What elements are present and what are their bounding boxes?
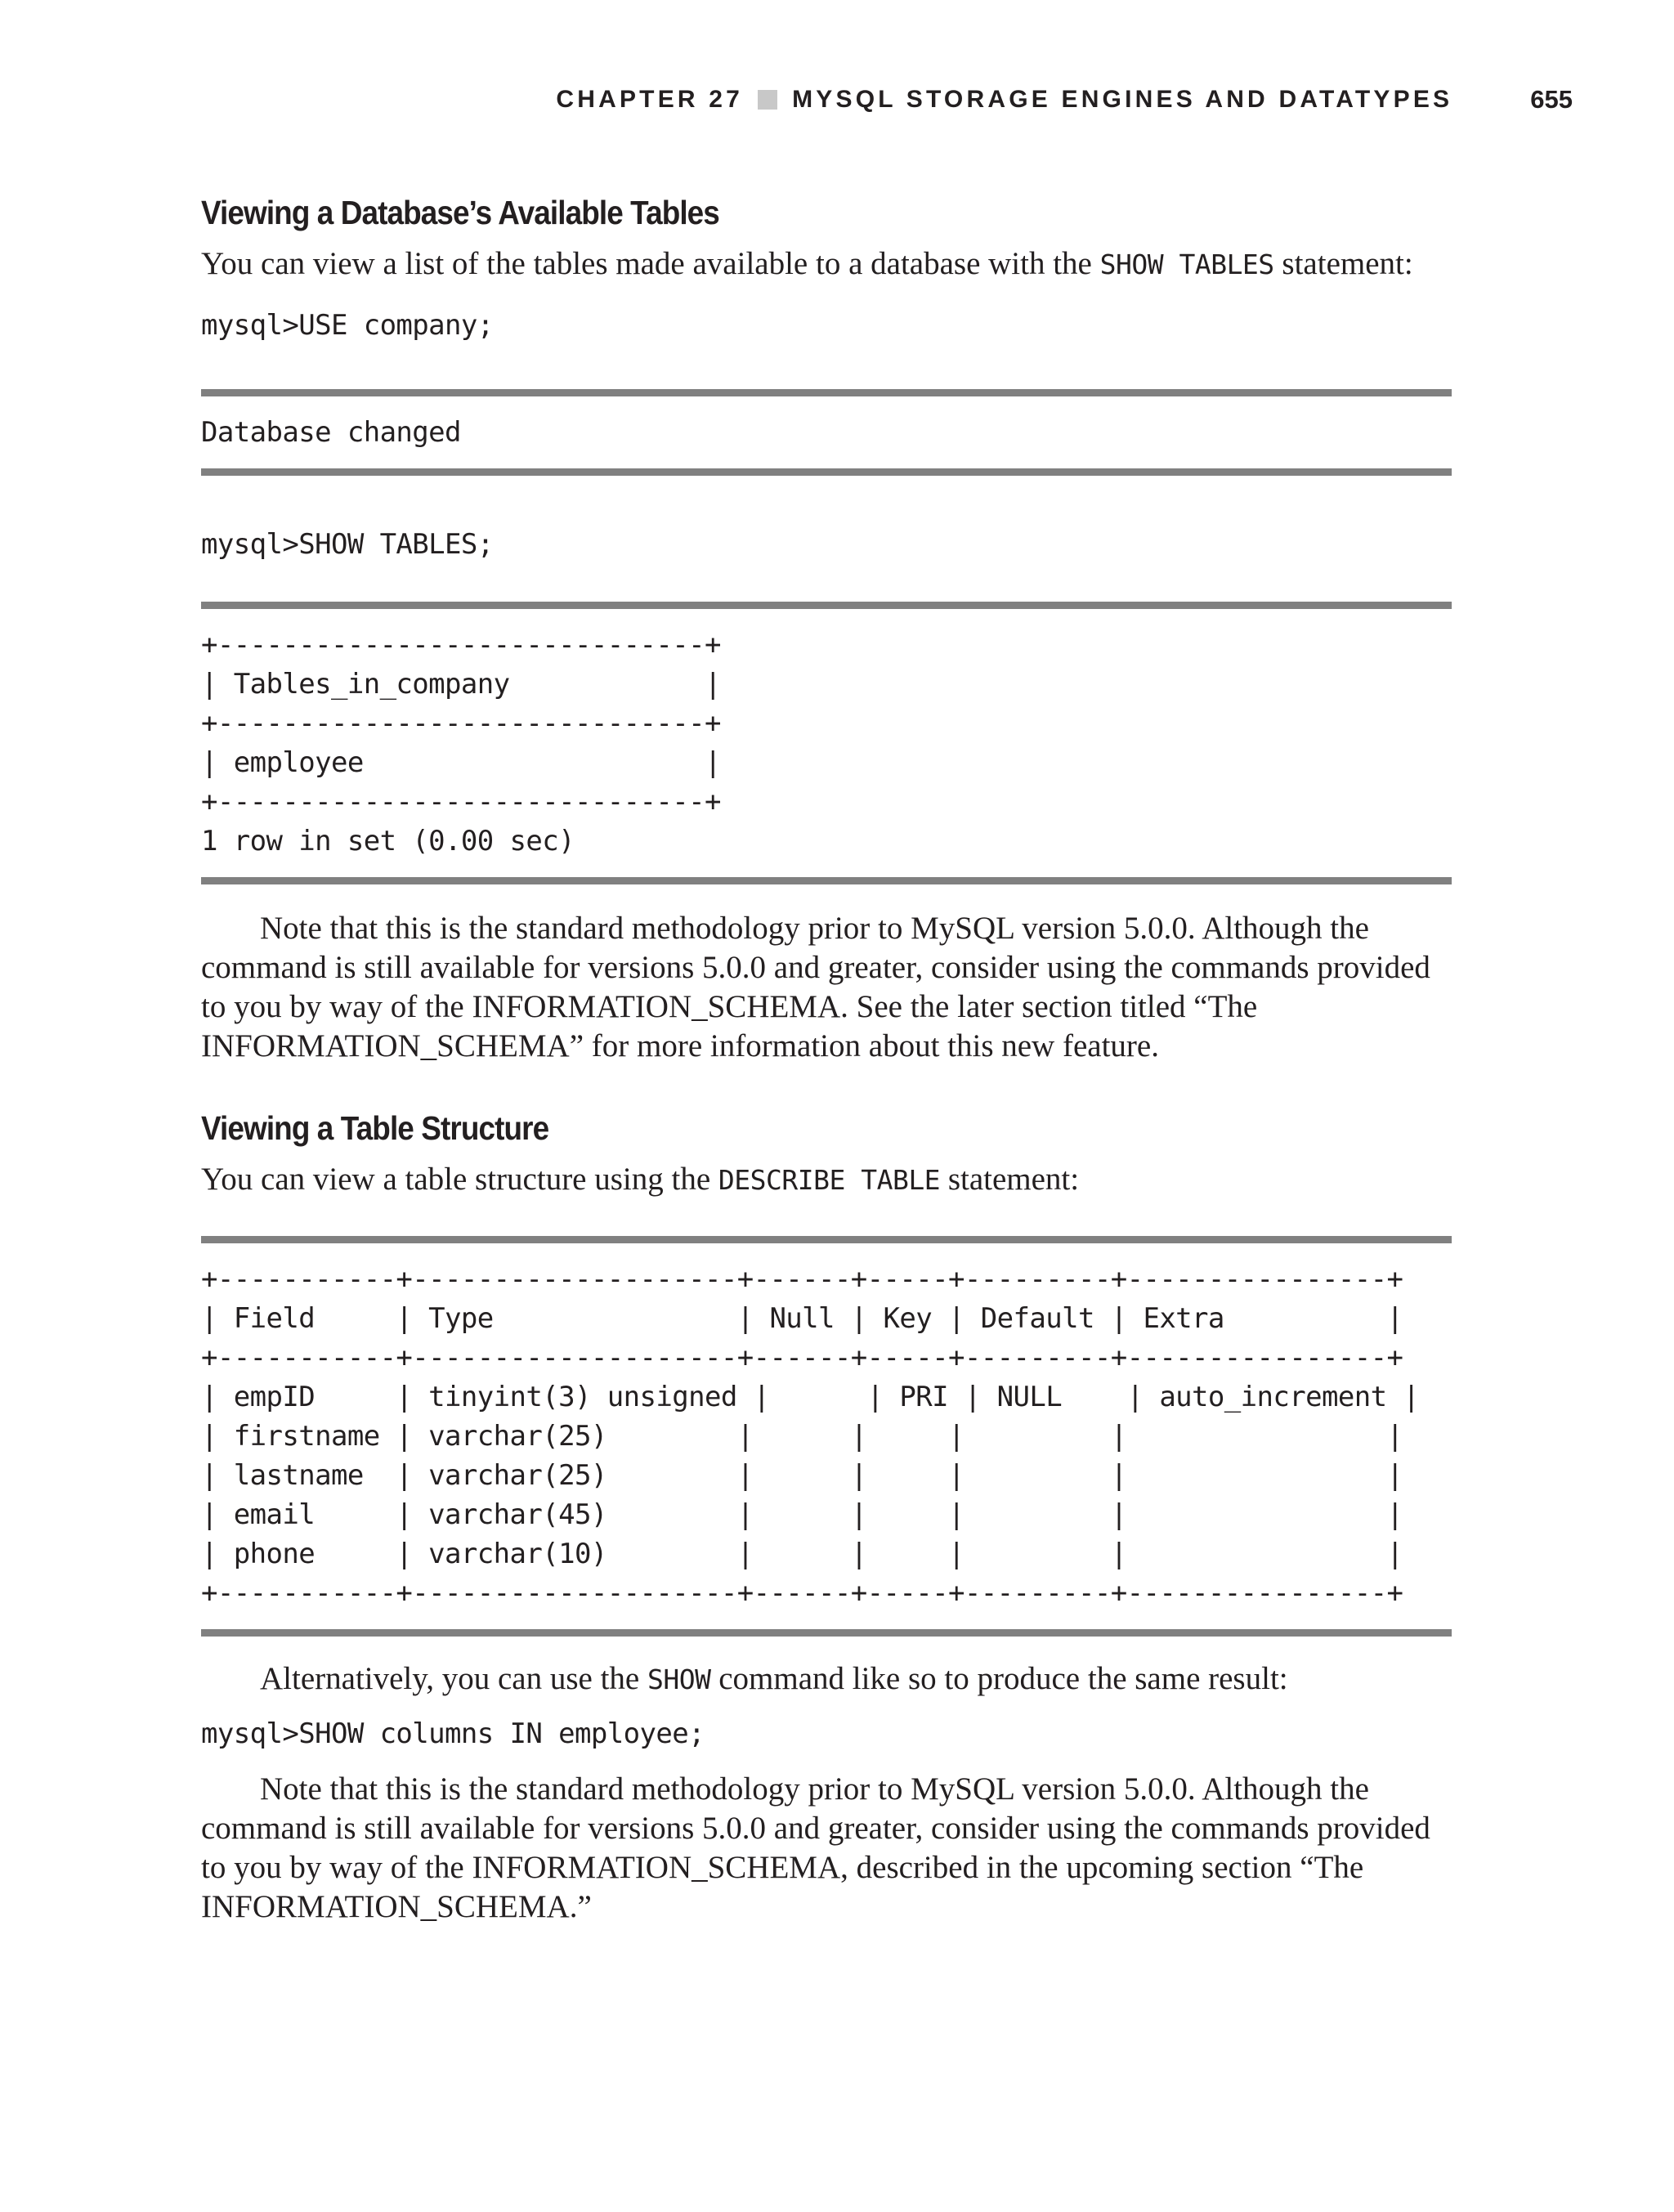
main-content: [201, 193, 1452, 1927]
code-show-columns: mysql>SHOW columns IN employee;: [201, 1717, 705, 1751]
chapter-title: MYSQL STORAGE ENGINES AND DATATYPES: [792, 86, 1453, 113]
inline-code-describe-table: DESCRIBE TABLE: [718, 1164, 941, 1197]
output-box-tables: [201, 602, 1452, 884]
inline-code-show: SHOW: [647, 1663, 711, 1696]
alt-text: Alternatively, you can use the: [260, 1661, 647, 1697]
square-separator-icon: [758, 90, 777, 110]
output-describe-table: +-----------+--------------------+------+-----+---------+----------------+ | Field | Type | Null | Key | Default | Extra | +-----------+--------------------+------+-----+---------+----------------+ | empID | tinyint(3) unsigned | | PRI | NULL | auto_increment | | firstname | varchar(25) | | | | | | lastname | varchar(25) | | | | | | email | varchar(45) | | | | | | phone | varchar(10) | | | | | +-----------+--------------------+------+-----+---------+----------------+: [201, 1263, 1420, 1610]
paragraph-show-tables-intro: [201, 244, 1452, 284]
intro-text: You can view a list of the tables made available to a database with the: [201, 246, 1100, 282]
output-database-changed: Database changed: [201, 416, 461, 450]
output-box-database-changed: [201, 389, 1452, 476]
code-use-company: mysql>USE company;: [201, 309, 494, 343]
describe-intro-text: You can view a table structure using the: [201, 1162, 718, 1198]
chapter-label: CHAPTER 27: [556, 86, 744, 113]
running-header: [201, 82, 1573, 118]
code-show-tables: mysql>SHOW TABLES;: [201, 528, 494, 562]
output-box-describe: [201, 1236, 1452, 1637]
section-heading-table-structure: Viewing a Table Structure: [201, 1109, 549, 1148]
alt-text-end: command like so to produce the same result:: [710, 1661, 1288, 1697]
inline-code-show-tables: SHOW TABLES: [1099, 249, 1274, 281]
section-heading-available-tables: Viewing a Database’s Available Tables: [201, 194, 719, 231]
paragraph-note-structure: Note that this is the standard methodology prior to MySQL version 5.0.0. Although the command is still available for versions 5.0.0 and greater, consider using the commands provided to you by way of the INFORMATION_SCHEMA, described in the upcoming section “The INFORMATION_SCHEMA.”: [201, 1771, 1430, 1925]
paragraph-describe-intro: [201, 1160, 1452, 1200]
page-number: 655: [1530, 85, 1573, 114]
paragraph-alternative-show: [201, 1659, 1452, 1699]
output-tables-table: +------------------------------+ | Tables_in_company | +------------------------------+ | employee | +------------------------------+ 1 row in set (0.00 sec): [201, 629, 721, 858]
intro-text-end: statement:: [1273, 246, 1413, 282]
paragraph-note-tables: Note that this is the standard methodology prior to MySQL version 5.0.0. Although the command is still available for versions 5.0.0 and greater, consider using the commands provided to you by way of the INFORMATION_SCHEMA. See the later section titled “The INFORMATION_SCHEMA” for more information about this new feature.: [201, 911, 1430, 1064]
describe-intro-text-end: statement:: [940, 1162, 1080, 1198]
